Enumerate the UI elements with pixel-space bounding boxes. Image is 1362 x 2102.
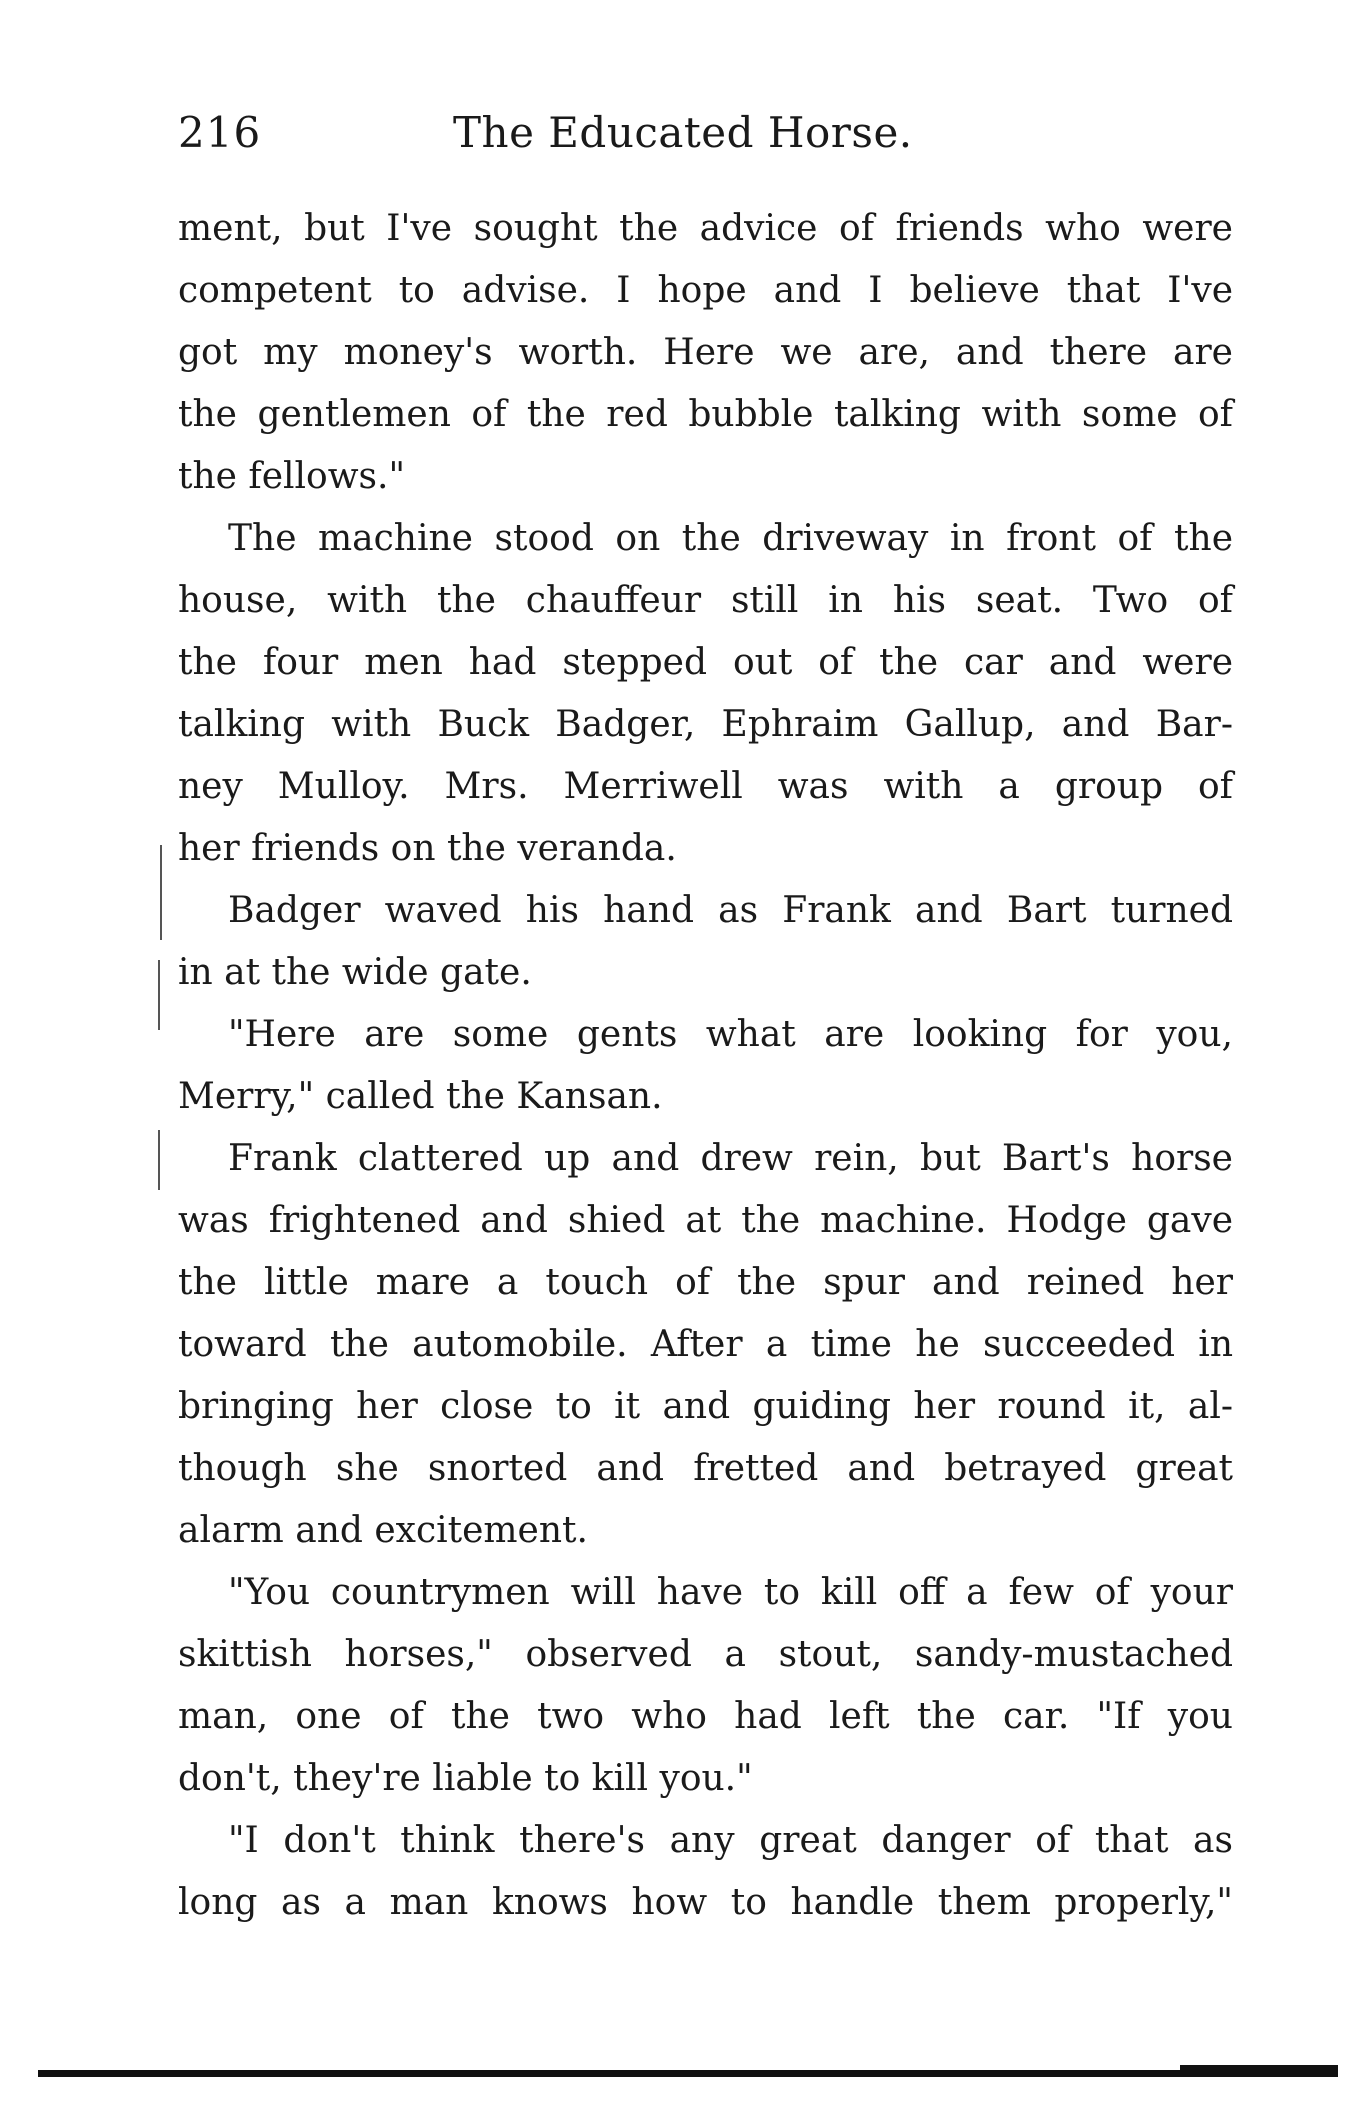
text-line: talking with Buck Badger, Ephraim Gallup, and Bar- — [178, 704, 1233, 745]
running-title: The Educated Horse. — [453, 108, 913, 157]
text-line: house, with the chauffeur still in his seat. Two of — [178, 580, 1233, 621]
text-line: the gentlemen of the red bubble talking with some of — [178, 394, 1233, 435]
text-line: got my money's worth. Here we are, and there are — [178, 332, 1233, 373]
text-line: was frightened and shied at the machine. Hodge gave — [178, 1200, 1233, 1241]
text-line: don't, they're liable to kill you." — [178, 1758, 753, 1799]
bottom-rule — [38, 2070, 1338, 2077]
text-line: competent to advise. I hope and I believe that I've — [178, 270, 1233, 311]
page-header — [178, 108, 1238, 168]
text-line: ment, but I've sought the advice of friends who were — [178, 208, 1233, 249]
margin-mark — [158, 960, 160, 1030]
text-line: in at the wide gate. — [178, 952, 532, 993]
page-number: 216 — [178, 108, 262, 157]
text-line: "Here are some gents what are looking for you, — [228, 1014, 1233, 1055]
text-line: the little mare a touch of the spur and reined her — [178, 1262, 1233, 1303]
text-line: though she snorted and fretted and betrayed great — [178, 1448, 1233, 1489]
text-line: bringing her close to it and guiding her round it, al- — [178, 1386, 1233, 1427]
text-line: "You countrymen will have to kill off a few of your — [228, 1572, 1233, 1613]
text-line: man, one of the two who had left the car. "If you — [178, 1696, 1233, 1737]
text-line: alarm and excitement. — [178, 1510, 588, 1551]
text-line: the four men had stepped out of the car and were — [178, 642, 1233, 683]
text-line: The machine stood on the driveway in front of the — [228, 518, 1233, 559]
text-line: Merry," called the Kansan. — [178, 1076, 663, 1117]
margin-mark — [158, 1130, 160, 1190]
text-line: toward the automobile. After a time he succeeded in — [178, 1324, 1233, 1365]
text-line: Badger waved his hand as Frank and Bart turned — [228, 890, 1233, 931]
margin-mark — [160, 845, 162, 940]
text-line: Frank clattered up and drew rein, but Bart's horse — [228, 1138, 1233, 1179]
text-line: long as a man knows how to handle them properly," — [178, 1882, 1233, 1923]
text-line: the fellows." — [178, 456, 406, 497]
text-line: ney Mulloy. Mrs. Merriwell was with a group of — [178, 766, 1233, 807]
text-line: her friends on the veranda. — [178, 828, 677, 869]
bottom-rule-end — [1180, 2065, 1338, 2077]
body-text — [178, 198, 1233, 1934]
text-line: skittish horses," observed a stout, sandy-mustached — [178, 1634, 1233, 1675]
text-line: "I don't think there's any great danger of that as — [228, 1820, 1233, 1861]
